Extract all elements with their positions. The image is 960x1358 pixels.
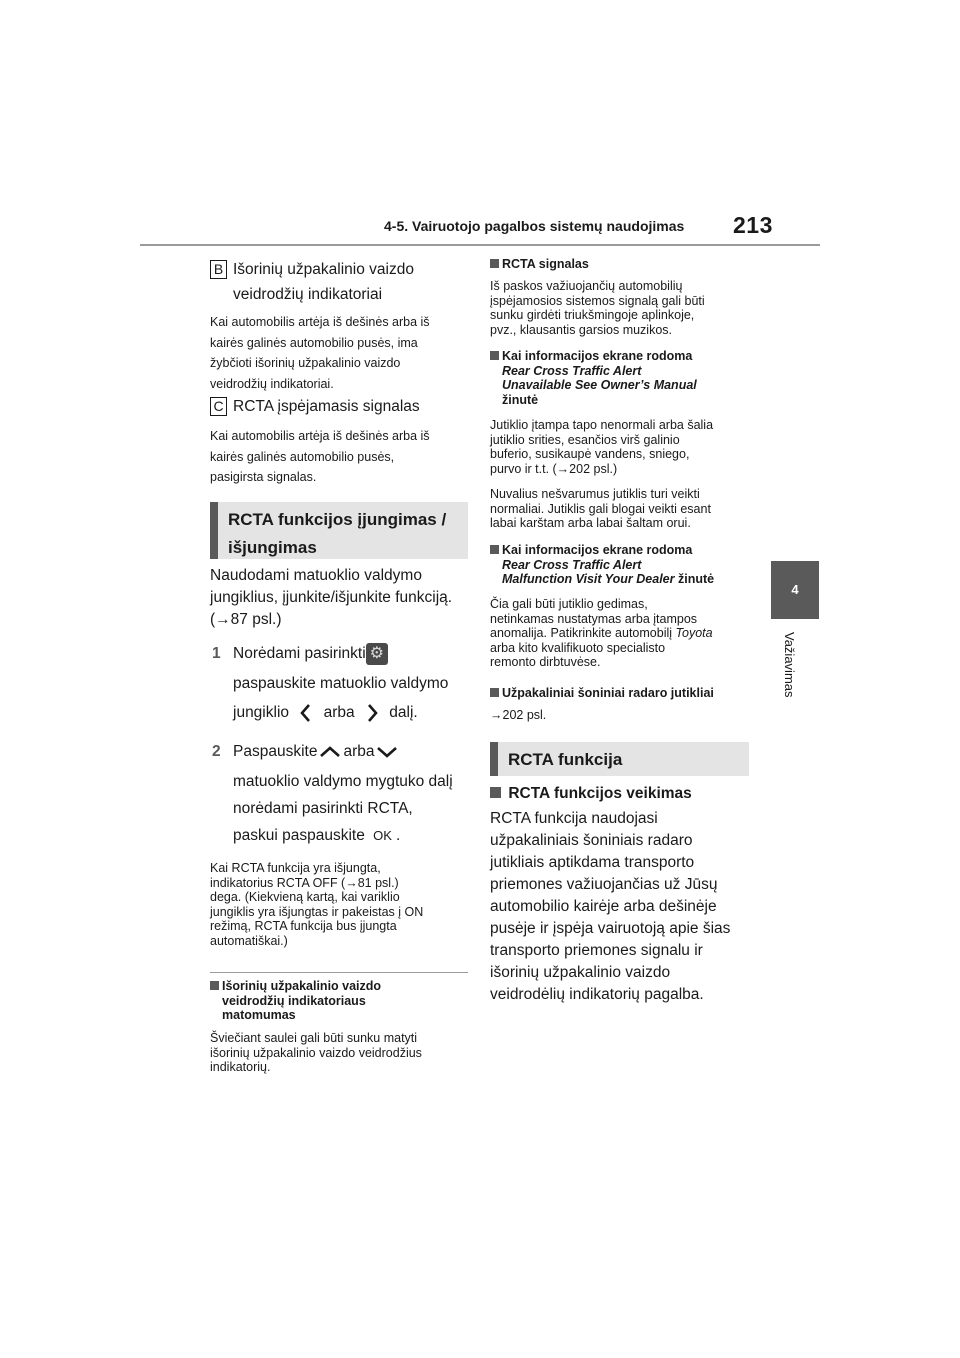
gear-icon [366,643,388,665]
chevron-left-icon [299,703,313,723]
chevron-right-icon [365,703,379,723]
step2-number: 2 [212,743,221,760]
malfunction-heading: Kai informacijos ekrane rodoma Rear Cross Traffic Alert Malfunction Visit Your Dealer žinutė [490,543,760,587]
square-bullet-icon [490,259,499,268]
divider [210,972,468,973]
item-c-title: C RCTA įspėjamasis signalas [210,396,470,418]
square-bullet-icon [490,545,499,554]
step1-line1: Norėdami pasirinkti⚙ [233,643,473,665]
toggle-intro: Naudodami matuoklio valdymo jungiklius, įjunkite/išjunkite funkciją. (→87 psl.) [210,567,453,628]
step2-line1: Paspauskite arba [233,741,473,763]
item-b-title: B Išorinių užpakalinio vaizdo [210,259,470,281]
signal-body: Iš paskos važiuojančių automobilių įspėjamosios sistemos signalą gali būti sunku girdėti triukšmingoje aplinkoje, pvz., klausantis garsios muzikos. [490,279,705,337]
step2-line2: matuoklio valdymo mygtuko dalį [233,773,453,790]
visibility-heading: Išorinių užpakalinio vaizdo veidrodžių indikatoriaus matomumas [210,979,470,1023]
chapter-label: Važiavimas [782,632,797,698]
section-heading-rcta: RCTA funkcija [490,742,749,776]
square-bullet-icon [490,351,499,360]
section-title: 4-5. Vairuotojo pagalbos sistemų naudojimas [384,218,685,234]
step2-line3: norėdami pasirinkti RCTA, [233,800,413,817]
item-b-title-line2: veidrodžių indikatoriai [233,286,383,303]
item-b-desc: Kai automobilis artėja iš dešinės arba iš kairės galinės automobilio pusės, ima žybčioti išorinių užpakalinio vaizdo veidrodžių indikatoriai. [210,315,430,391]
visibility-body: Šviečiant saulei gali būti sunku matyti išorinių užpakalinio vaizdo veidrodžius indikatorių. [210,1031,422,1075]
page-number: 213 [733,212,773,238]
operation-heading: RCTA funkcijos veikimas [490,783,760,805]
operation-body: RCTA funkcija naudojasi užpakaliniais šoniniais radaro jutikliais aptikdama transporto priemones važiuojančias už Jūsų automobilio kairėje arba dešinėje pusėje ir įspėja vairuotoją apie šias transporto priemones signalu ir išorinių užpakalinio vaizdo veidrodėlių indikatorių pagalba. [490,810,731,1003]
item-c-letter: C [210,397,227,416]
square-bullet-icon [490,787,501,798]
section-heading-toggle: RCTA funkcijos įjungimas / išjungimas [210,502,468,559]
chevron-up-icon [319,745,341,759]
radar-ref: →202 psl. [490,708,547,722]
item-b-letter: B [210,260,227,279]
toggle-note: Kai RCTA funkcija yra išjungta, indikatorius RCTA OFF (→81 psl.) dega. (Kiekvieną kartą, kai variklio jungiklis yra išjungtas ir pakeistas į ON režimą, RCTA funkcija bus įjungta automatiškai.) [210,861,424,948]
radar-heading: Užpakaliniai šoniniai radaro jutikliai [490,686,760,701]
unavailable-body-1: Jutiklio įtampa tapo nenormali arba šalia jutiklio srities, esančios virš galinio buferio, susikaupė vandens, sniego, purvo ir t.t. (→202 psl.) [490,418,714,476]
header-rule [140,244,820,246]
chevron-down-icon [376,745,398,759]
ok-button-label: OK [373,828,392,843]
signal-heading: RCTA signalas [490,257,760,272]
square-bullet-icon [210,981,219,990]
chapter-tab: 4 [771,561,819,619]
step1-line2: paspauskite matuoklio valdymo [233,675,449,692]
square-bullet-icon [490,688,499,697]
step1-number: 1 [212,645,221,662]
malfunction-body: Čia gali būti jutiklio gedimas, netinkamas nustatymas arba įtampos anomalija. Patikrinkite automobilį Toyota arba kito kvalifikuoto specialisto remonto dirbtuvėse. [490,597,713,670]
unavailable-body-2: Nuvalius nešvarumus jutiklis turi veikti normaliai. Jutiklis gali blogai veikti esant labai karštam arba labai šaltam orui. [490,487,711,531]
unavailable-heading: Kai informacijos ekrane rodoma Rear Cross Traffic Alert Unavailable See Owner’s Manual žinutė [490,349,760,407]
step1-line3: jungiklio arba dalį. [233,704,418,721]
item-c-desc: Kai automobilis artėja iš dešinės arba iš kairės galinės automobilio pusės, pasigirsta signalas. [210,429,430,484]
step2-line4: paskui paspauskite OK . [233,827,401,844]
